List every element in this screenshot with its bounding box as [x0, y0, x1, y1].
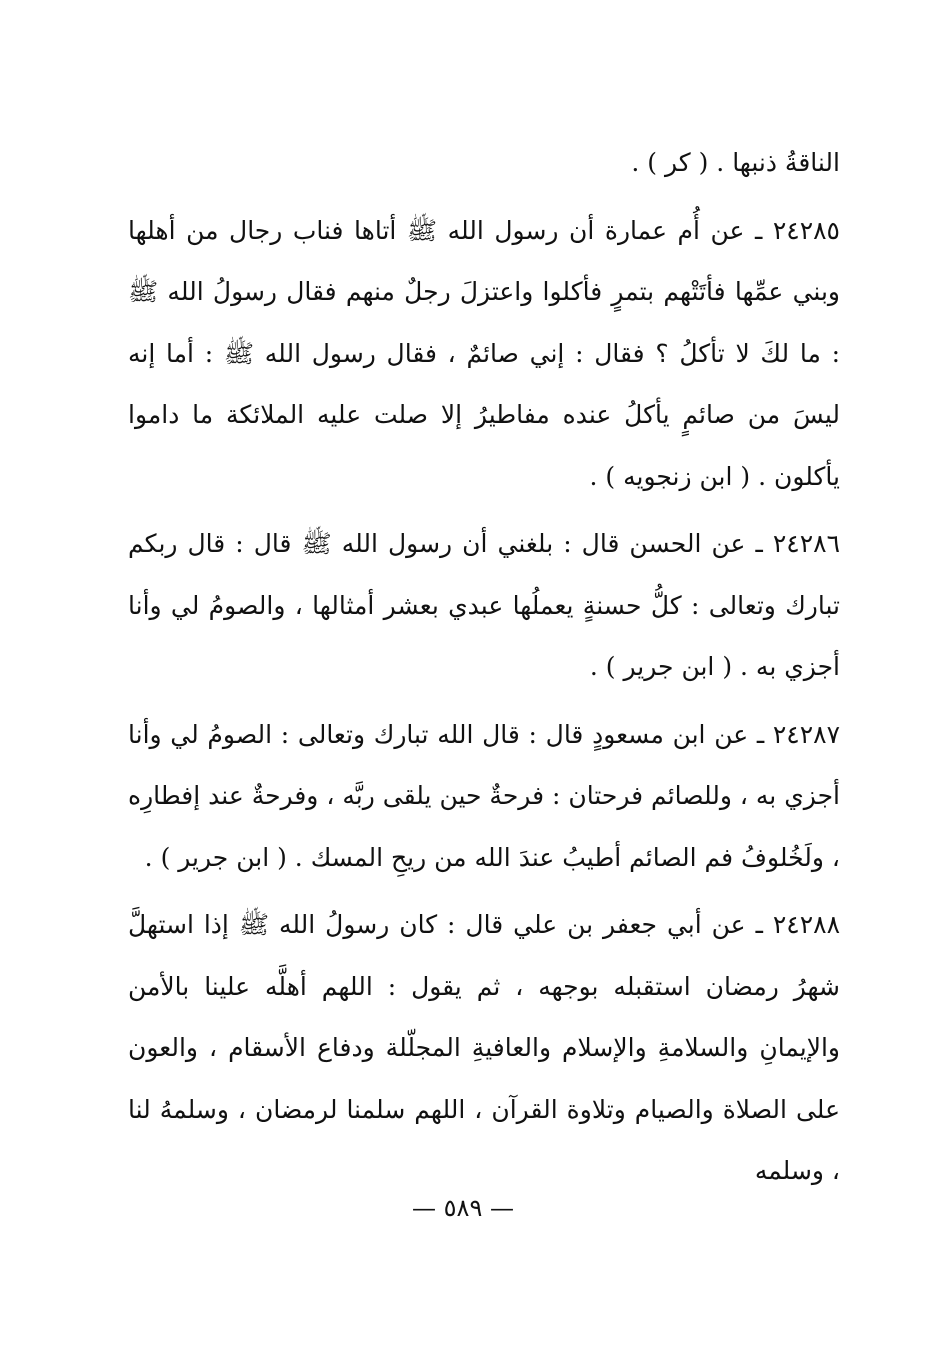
hadith-number: ٢٤٢٨٨ [772, 910, 840, 939]
paragraph-text: عن أبي جعفر بن علي قال : كان رسولُ الله ﷺ إذا استهلَّ شهرُ رمضان استقبله بوجهه ، ثم يقول : اللهم أهلَّه علينا بالأمن والإيمانِ والسلامةِ والإسلام والعافيةِ المجلّلة ودفاع الأسقام ، والعون على الصلاة والصيام وتلاوة القرآن ، اللهم سلمنا لرمضان ، وسلمهُ لنا ، وسلمه [128, 910, 840, 1185]
hadith-paragraph [128, 704, 840, 889]
dash-separator: ـ [745, 910, 763, 939]
hadith-paragraph [128, 513, 840, 698]
hadith-paragraph [128, 894, 840, 1202]
hadith-number: ٢٤٢٨٧ [772, 719, 840, 749]
paragraph-text: عن ابن مسعودٍ قال : قال الله تبارك وتعالى : الصومُ لي وأنا أجزي به ، وللصائم فرحتان : فرحةٌ حين يلقى ربَّه ، وفرحةٌ عند إفطارِه ، ولَخُلوفُ فم الصائم أطيبُ عندَ الله من ريحِ المسك . ( ابن جرير ) . [128, 719, 840, 872]
dash-separator: ـ [748, 719, 765, 749]
hadith-number: ٢٤٢٨٥ [772, 215, 840, 245]
hadith-number: ٢٤٢٨٦ [772, 529, 840, 558]
hadith-paragraph [128, 200, 840, 508]
page-number: — ٥٨٩ — [412, 1194, 514, 1222]
paragraph-text: عن الحسن قال : بلغني أن رسول الله ﷺ قال : قال ربكم تبارك وتعالى : كلُّ حسنةٍ يعملُها عبدي بعشر أمثالها ، والصومُ لي وأنا أجزي به . ( ابن جرير ) . [128, 529, 840, 681]
paragraph-continuation [128, 132, 840, 194]
dash-separator: ـ [745, 529, 763, 558]
paragraph-text: الناقةُ ذنبها . ( كر ) . [631, 148, 840, 177]
main-text [128, 132, 840, 1202]
paragraph-text: عن أُم عمارة أن رسول الله ﷺ أتاها فناب رجال من أهلها وبني عمِّها فأتَتْهم بتمرٍ فأكلوا واعتزلَ رجلٌ منهم فقال رسولُ الله ﷺ : ما لكَ لا تأكلُ ؟ فقال : إني صائمٌ ، فقال رسول الله ﷺ : أما إنه ليسَ من صائمٍ يأكلُ عنده مفاطيرُ إلا صلت عليه الملائكة ما داموا يأكلون . ( ابن زنجويه ) . [128, 215, 840, 491]
dash-separator: ـ [744, 215, 763, 245]
